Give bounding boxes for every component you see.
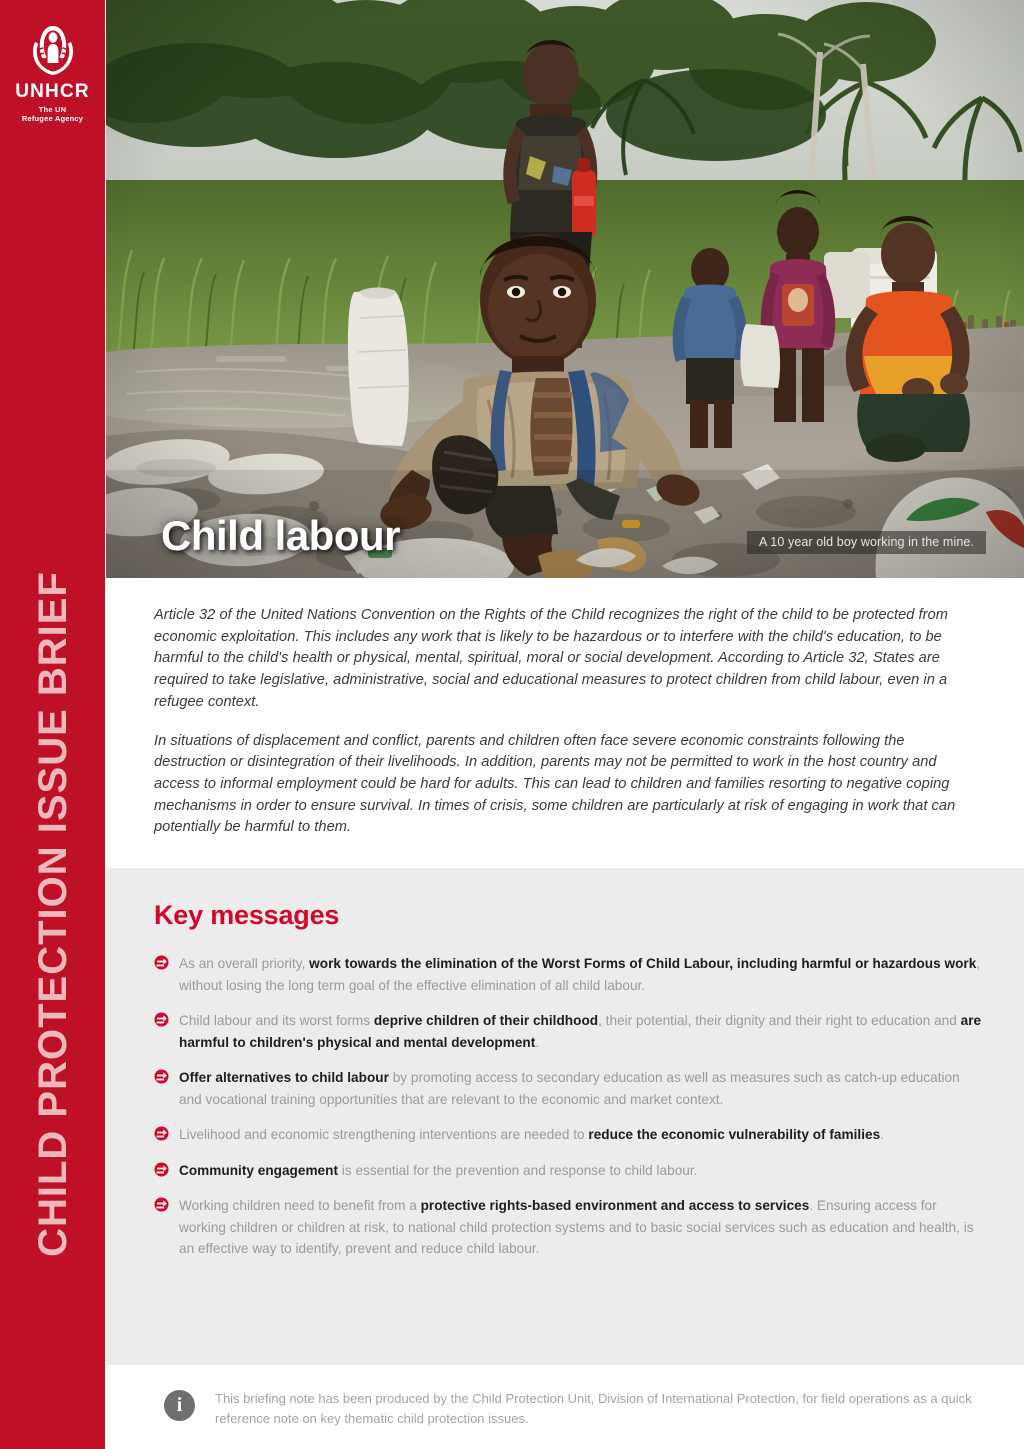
- circular-arrow-icon: [154, 955, 170, 971]
- left-red-spine: [0, 0, 105, 1449]
- key-message-emphasis: reduce the economic vulnerability of families: [588, 1127, 881, 1142]
- key-message-text: by promoting access to secondary education as well as measures such as catch-up education and vocational training opportunities that are relevant to the economic and market context.: [179, 1070, 960, 1107]
- unhcr-wordmark: UNHCR: [15, 81, 90, 102]
- key-message-emphasis: deprive children of their childhood: [373, 1013, 599, 1028]
- unhcr-tagline-line2: Refugee Agency: [21, 114, 84, 124]
- key-messages-list: [154, 953, 984, 1260]
- unhcr-tagline: [0, 105, 105, 124]
- key-message-item: [154, 1010, 984, 1053]
- circular-arrow-icon: [154, 1126, 170, 1142]
- key-message-text: .: [535, 1034, 540, 1050]
- circular-arrow-icon: [154, 1012, 170, 1028]
- key-message-text: Working children need to benefit from a: [179, 1198, 421, 1213]
- circular-arrow-icon: [154, 1069, 170, 1085]
- key-message-item: [154, 1160, 984, 1182]
- intro-paragraph-1: Article 32 of the United Nations Convention on the Rights of the Child recognizes the right of the child to be protected from economic exploitation. This includes any work that is likely to be hazardous or to interfere with the child's education, to be harmful to the child's health or physical, mental, spiritual, moral or social development. According to Article 32, States are required to take legislative, administrative, social and educational measures to protect children from child labour, even in a refugee context.: [154, 607, 948, 710]
- hero-photo: [106, 0, 1024, 578]
- key-message-text: is essential for the prevention and response to child labour.: [338, 1162, 698, 1178]
- key-messages-panel: [106, 868, 1024, 1365]
- key-message-item: [154, 1067, 984, 1110]
- hero-caption: A 10 year old boy working in the mine.: [747, 531, 986, 554]
- key-message-emphasis: Community engagement: [179, 1162, 339, 1178]
- key-message-item: [154, 953, 984, 996]
- intro-section: [106, 578, 1024, 868]
- key-message-item: [154, 1124, 984, 1146]
- unhcr-tagline-line1: The UN: [38, 104, 67, 114]
- hero-photo-illustration: [106, 0, 1024, 578]
- info-icon: i: [164, 1390, 195, 1421]
- key-message-text: , without losing the long term goal of the effective elimination of all child labour.: [179, 956, 981, 993]
- footer-note-text: This briefing note has been produced by the Child Protection Unit, Division of International Protection, for field operations as a quick reference note on key thematic child protection issues.: [215, 1391, 972, 1426]
- key-message-text: Child labour and its worst forms: [179, 1013, 374, 1028]
- footer-note: [106, 1365, 1024, 1449]
- intro-paragraph-2: In situations of displacement and conflict, parents and children often face severe economic constraints following the destruction or disintegration of their livelihoods. In addition, parents may not be permitted to work in the host country and access to informal employment could be hard for adults. This can lead to children and families resorting to negative coping mechanisms in order to ensure survival. In times of crisis, some children are particularly at risk of engaging in work that can potentially be harmful to them.: [154, 732, 956, 836]
- key-message-emphasis: are harmful to children's physical and mental development: [179, 1013, 982, 1050]
- key-message-emphasis: Offer alternatives to child labour: [179, 1070, 389, 1085]
- series-spine-label-text: CHILD PROTECTION ISSUE BRIEF: [30, 571, 75, 1257]
- hero-title: Child labour: [161, 512, 400, 559]
- series-spine-label: [0, 379, 105, 1449]
- key-message-text: Livelihood and economic strengthening interventions are needed to: [179, 1127, 589, 1142]
- key-message-text: .: [880, 1127, 884, 1142]
- unhcr-emblem-icon: [21, 18, 85, 80]
- key-message-item: [154, 1195, 984, 1260]
- circular-arrow-icon: [154, 1162, 170, 1178]
- key-message-emphasis: protective rights-based environment and access to services: [420, 1198, 810, 1213]
- key-message-emphasis: work towards the elimination of the Worst Forms of Child Labour, including harmful or hazardous work: [309, 956, 977, 971]
- key-message-text: . Ensuring access for working children or children at risk, to national child protection systems and to basic social services such as education and health, is an effective way to identify, prevent and reduce child labour.: [179, 1198, 974, 1256]
- key-message-text: As an overall priority,: [179, 956, 310, 971]
- key-messages-heading: Key messages: [154, 900, 340, 930]
- unhcr-logo: [0, 18, 105, 124]
- key-message-text: , their potential, their dignity and their right to education and: [598, 1013, 961, 1028]
- circular-arrow-icon: [154, 1197, 170, 1213]
